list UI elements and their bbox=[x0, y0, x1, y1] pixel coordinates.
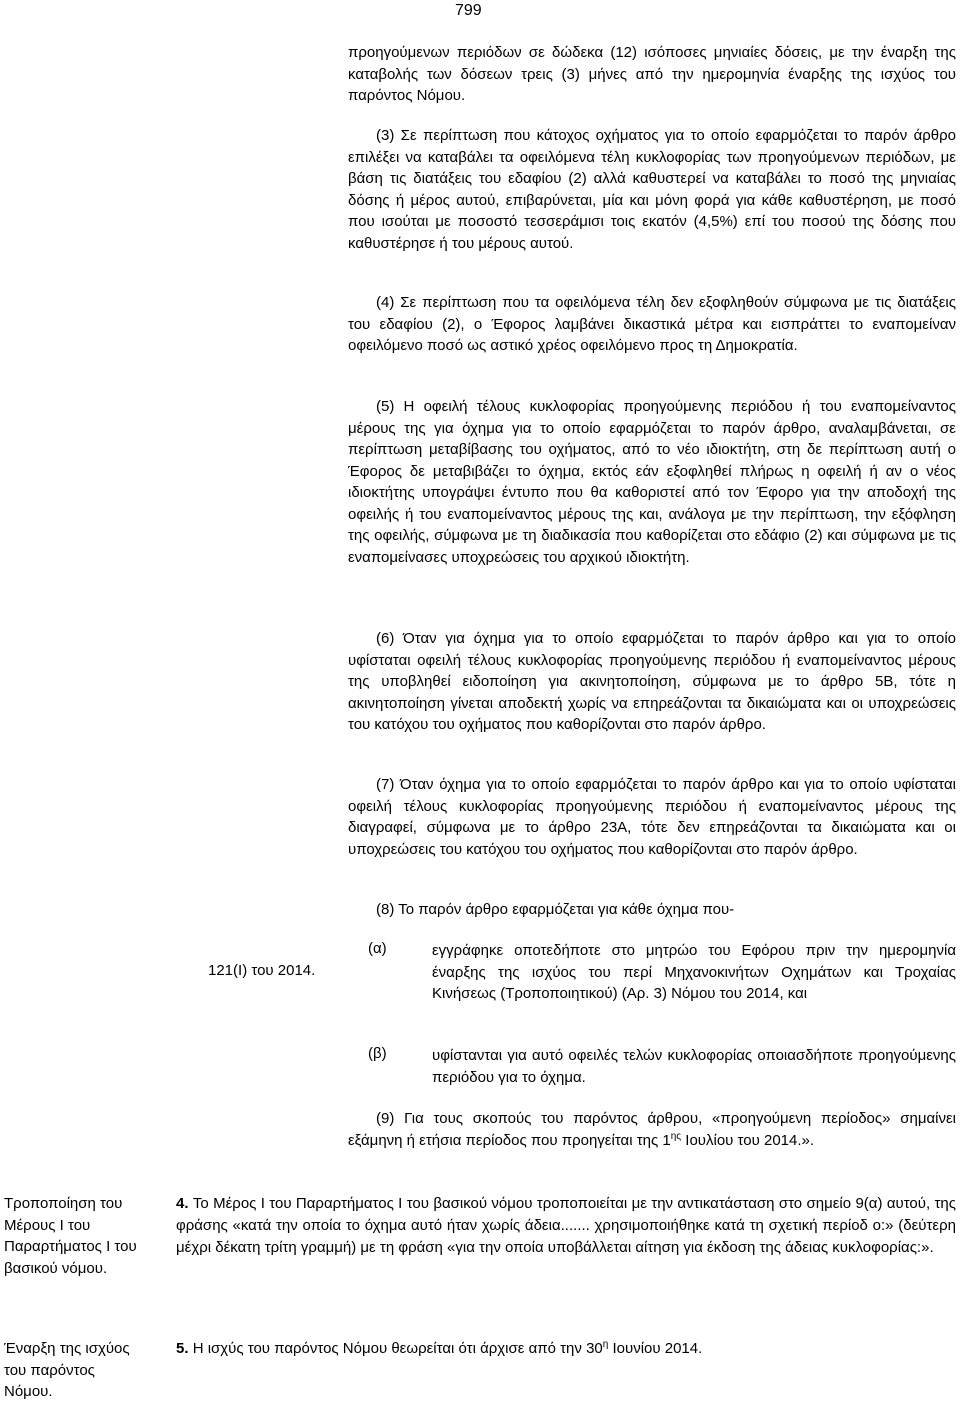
section-5-text-a: Η ισχύς του παρόντος Νόμου θεωρείται ότι άρχισε από την 30 bbox=[192, 1340, 603, 1357]
law-reference: 121(I) του 2014. bbox=[208, 962, 316, 979]
section-4-number: 4. bbox=[176, 1195, 189, 1212]
section-4-text: Το Μέρος Ι του Παραρτήματος Ι του βασικού νόμου τροποποιείται με την αντικατάσταση στο σημείο 9(α) αυτού, της φράσης «κατά την οποία το όχημα αυτό ήταν χωρίς άδεια....... χρησιμοποιήθηκε κατά τη σχετική περίοδ ο:» (δεύτερη μέχρι δέκατη τρίτη γραμμή) με τη φράση «για την οποία υποβάλλεται αίτηση για έκδοση της άδειας κυκλοφορίας:». bbox=[176, 1195, 956, 1256]
paragraph-7: (7) Όταν όχημα για το οποίο εφαρμόζεται το παρόν άρθρο και για το οποίο υφίσταται οφειλή τέλους κυκλοφορίας προηγούμενης περιόδου ή εναπομείναντος μέρους της διαγραφεί, σύμφωνα με το άρθρο 23Α, τότε δεν επηρεάζονται τα δικαιώματα και οι υποχρεώσεις του κατόχου του οχήματος που καθορίζονται στο παρόν άρθρο. bbox=[348, 776, 956, 858]
paragraph-9-text-a: (9) Για τους σκοπούς του παρόντος άρθρου, «προηγούμενη περίοδος» σημαίνει εξάμηνη ή ετήσια περίοδος που προηγείται της 1 bbox=[348, 1110, 956, 1149]
item-b-label: (β) bbox=[368, 1045, 387, 1062]
item-a-label: (α) bbox=[368, 940, 387, 957]
item-b-text: υφίστανται για αυτό οφειλές τελών κυκλοφορίας οποιασδήποτε προηγούμενης περιόδου για το όχημα. bbox=[432, 1047, 956, 1086]
section-5-text-b: Ιουνίου 2014. bbox=[608, 1340, 703, 1357]
paragraph-9-superscript: ης bbox=[670, 1130, 682, 1142]
section-4 bbox=[176, 1193, 956, 1259]
paragraph-9 bbox=[348, 1108, 956, 1151]
paragraph-6: (6) Όταν για όχημα για το οποίο εφαρμόζεται το παρόν άρθρο και για το οποίο υφίσταται οφειλή τέλους κυκλοφορίας προηγούμενης περιόδου ή εναπομείναντος μέρους της υποβληθεί ειδοποίηση για ακινητοποίηση, σύμφωνα με το άρθρο 5Β, τότε η ακινητοποίηση γίνεται αποδεκτή χωρίς να επηρεάζονται τα δικαιώματα και οι υποχρεώσεις του κατόχου του οχήματος που καθορίζονται στο παρόν άρθρο. bbox=[348, 630, 956, 733]
paragraph-8: (8) Το παρόν άρθρο εφαρμόζεται για κάθε όχημα που- bbox=[376, 901, 735, 918]
paragraph-3: (3) Σε περίπτωση που κάτοχος οχήματος για το οποίο εφαρμόζεται το παρόν άρθρο επιλέξει να καταβάλει τα οφειλόμενα τέλη κυκλοφορίας των προηγούμενων περιόδων, με βάση τις διατάξεις του εδαφίου (2) αλλά καθυστερεί να καταβάλει το ποσό της μηνιαίας δόσης ή μέρος αυτού, επιβαρύνεται, μία και μόνη φορά για κάθε καθυστέρηση, με ποσό που ισούται με ποσοστό τεσσεράμισι τοις εκατόν (4,5%) επί του ποσού της δόσης που καθυστέρησε ή του μέρους αυτού. bbox=[348, 127, 956, 252]
page-number: 799 bbox=[455, 2, 482, 19]
item-a-text: εγγράφηκε οποτεδήποτε στο μητρώο του Εφόρου πριν την ημερομηνία έναρξης της ισχύος του περί Μηχανοκινήτων Οχημάτων και Τροχαίας Κινήσεως (Τροποποιητικού) (Αρ. 3) Νόμου του 2014, και bbox=[432, 942, 956, 1002]
paragraph-9-text-b: Ιουλίου του 2014.». bbox=[681, 1131, 815, 1149]
margin-note-section-4: Τροποποίηση του Μέρους Ι του Παραρτήματος Ι του βασικού νόμου. bbox=[4, 1195, 137, 1277]
section-5-superscript: η bbox=[602, 1339, 609, 1350]
paragraph-5: (5) Η οφειλή τέλους κυκλοφορίας προηγούμενης περιόδου ή του εναπομείναντος μέρους της για όχημα για το οποίο εφαρμόζεται το παρόν άρθρο, αναλαμβάνεται, σε περίπτωση μεταβίβασης του οχήματος, από το νέο ιδιοκτήτη, στη δε περίπτωση αυτή ο Έφορος δε μεταβιβάζει το όχημα, εκτός εάν εξοφληθεί πλήρως η οφειλή ή αν ο νέος ιδιοκτήτης υπογράψει έντυπο που θα καθοριστεί από τον Έφορο για την αποδοχή της οφειλής ή του εναπομείναντος μέρους της και, ανάλογα με την περίπτωση, την εξόφληση της οφειλής, σύμφωνα με τη διαδικασία που καθορίζεται στο εδάφιο (2) και σύμφωνα με τις εναπομείνασες υποχρεώσεις του αρχικού ιδιοκτήτη. bbox=[348, 398, 956, 566]
paragraph-4: (4) Σε περίπτωση που τα οφειλόμενα τέλη δεν εξοφληθούν σύμφωνα με τις διατάξεις του εδαφίου (2), ο Έφορος λαμβάνει δικαστικά μέτρα και εισπράττει το εναπομείναν οφειλόμενο ποσό ως αστικό χρέος οφειλόμενο προς τη Δημοκρατία. bbox=[348, 294, 956, 354]
section-5-number: 5. bbox=[176, 1340, 189, 1357]
section-5 bbox=[176, 1338, 956, 1360]
margin-note-section-5: Έναρξη της ισχύος του παρόντος Νόμου. bbox=[4, 1340, 130, 1400]
paragraph-2-continuation: προηγούμενων περιόδων σε δώδεκα (12) ισόποσες μηνιαίες δόσεις, με την έναρξη της καταβολής των δόσεων τρεις (3) μήνες από την ημερομηνία έναρξης της ισχύος του παρόντος Νόμου. bbox=[348, 44, 956, 104]
